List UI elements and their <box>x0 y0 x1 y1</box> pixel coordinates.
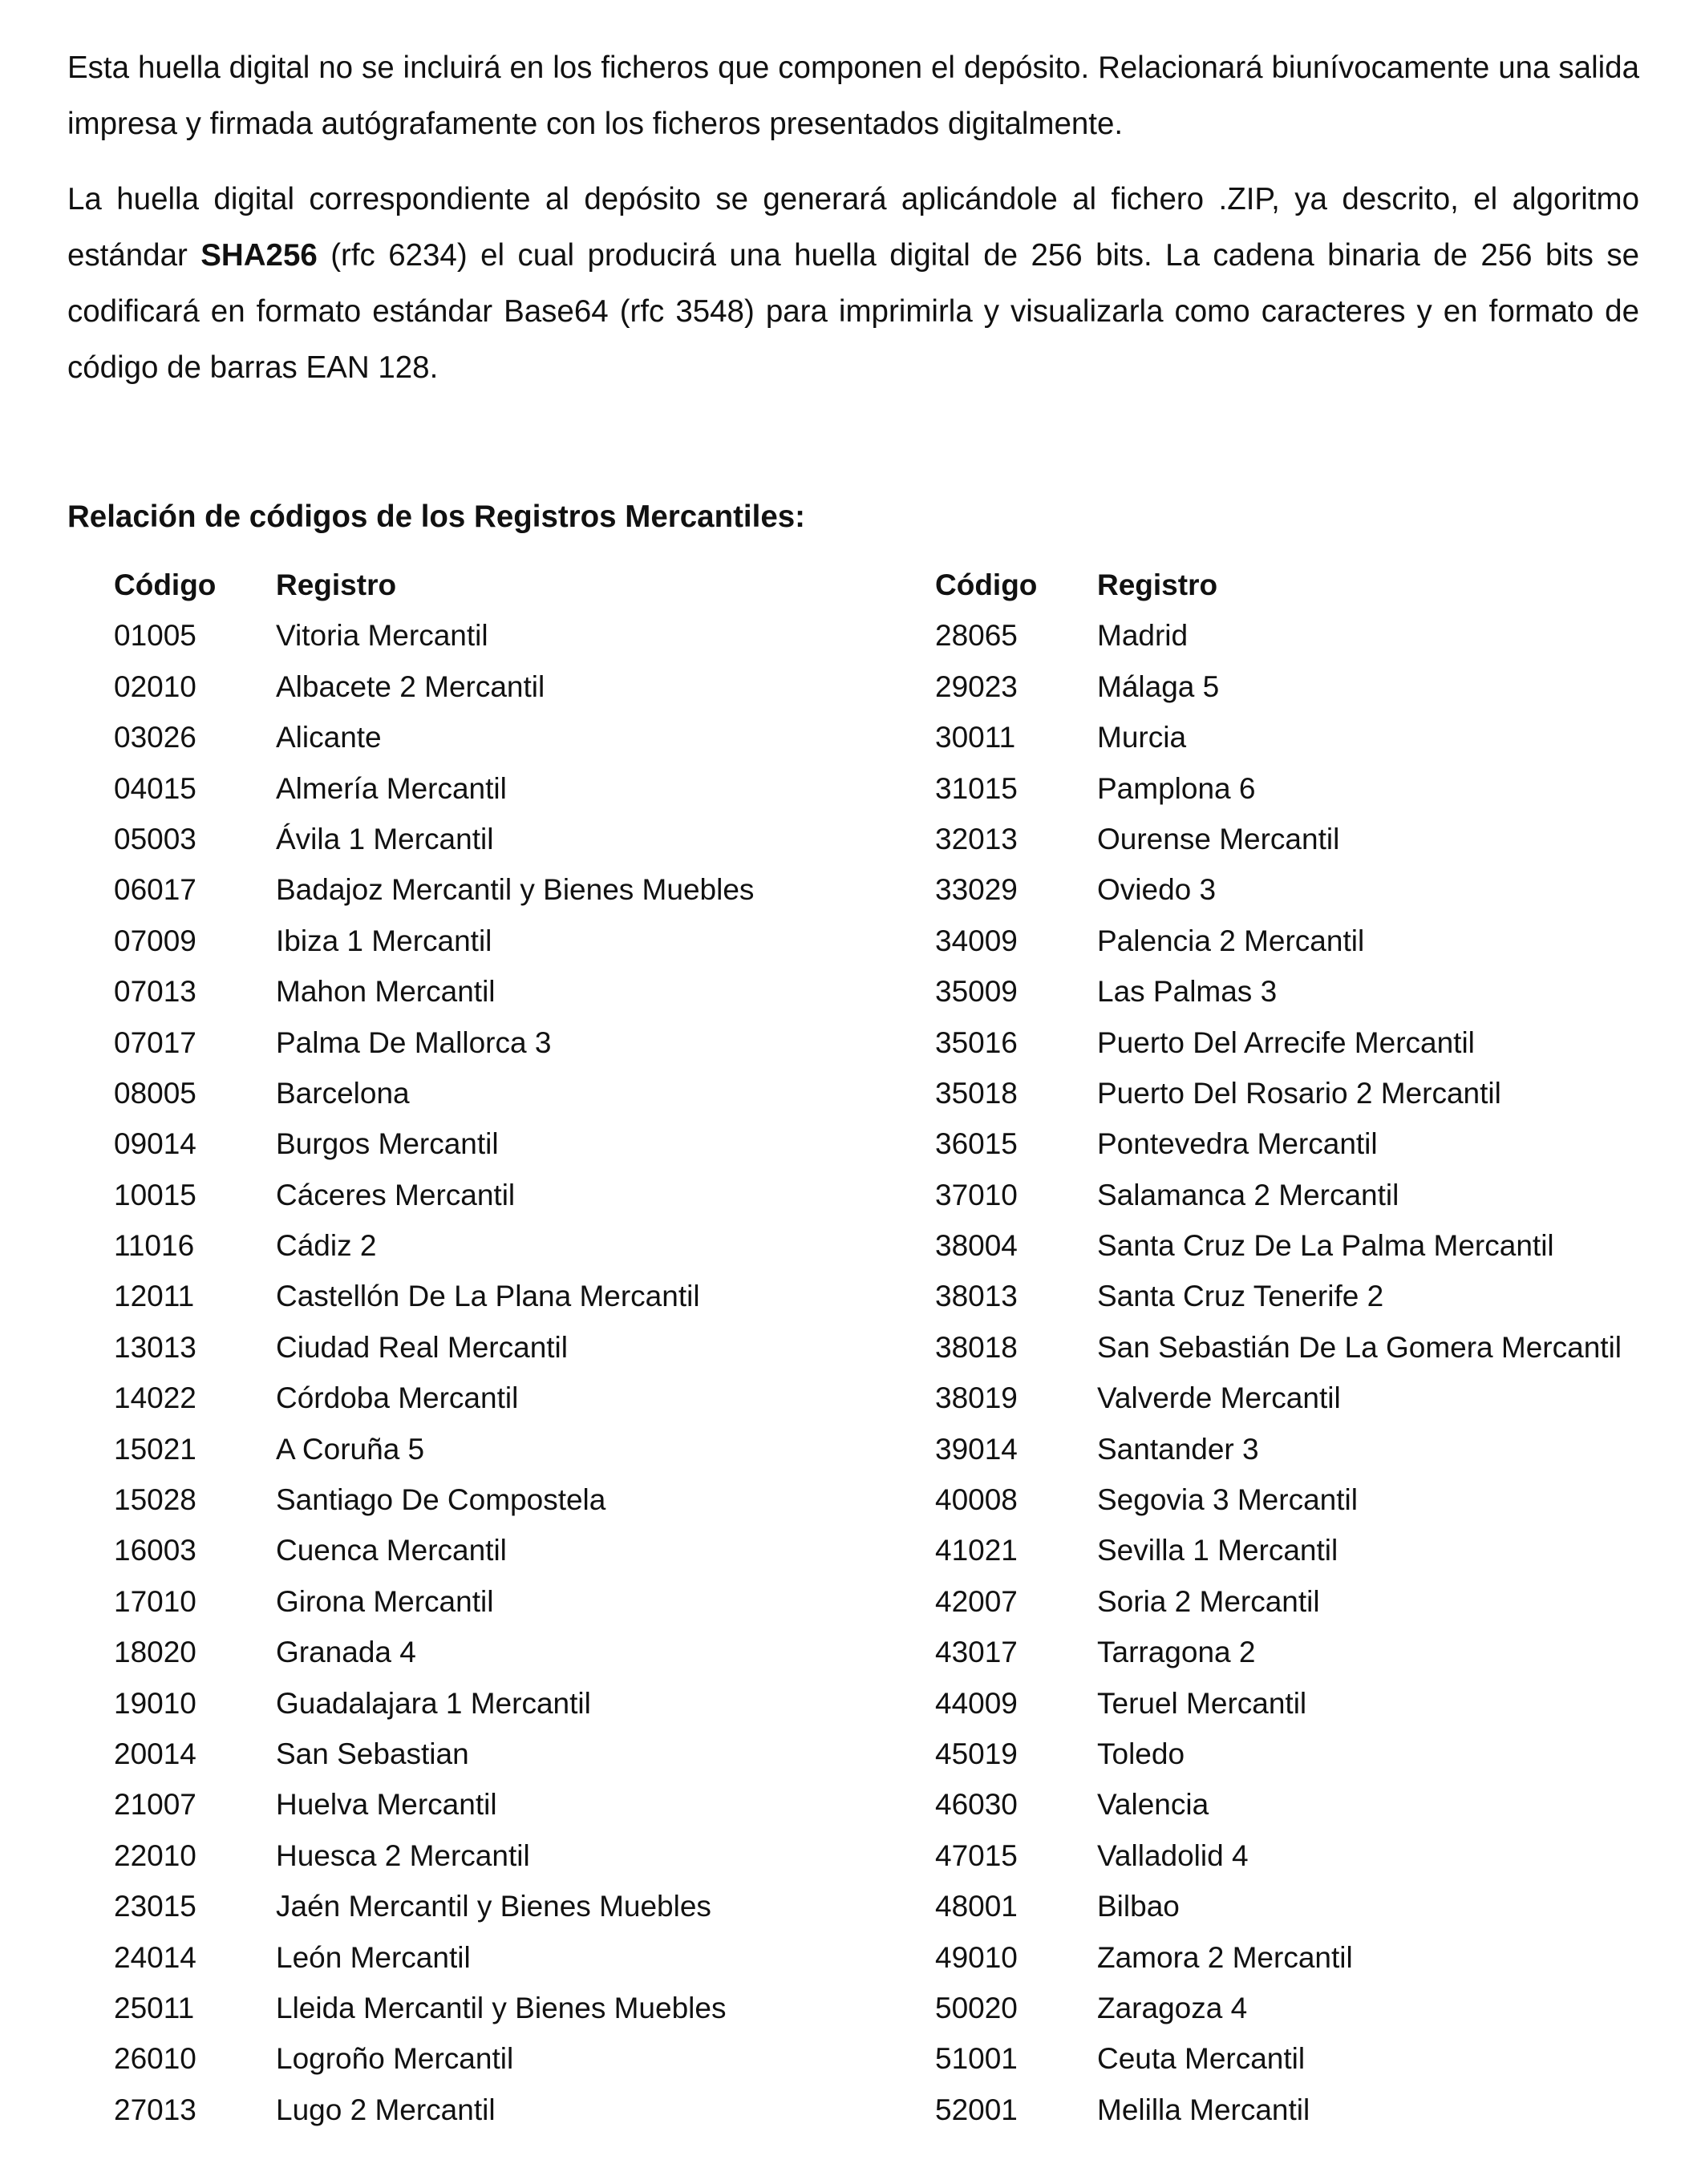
registry-name: Guadalajara 1 Mercantil <box>276 1686 591 1720</box>
registry-name: Valencia <box>1097 1788 1209 1822</box>
column-header-code: Código <box>935 568 1038 601</box>
registry-name: San Sebastián De La Gomera Mercantil <box>1097 1330 1622 1364</box>
registry-name: Sevilla 1 Mercantil <box>1097 1534 1338 1567</box>
intro-paragraph-1 <box>67 40 1639 152</box>
registry-code: 15028 <box>114 1483 196 1517</box>
registry-code: 38018 <box>935 1330 1018 1364</box>
registry-name: Santiago De Compostela <box>276 1483 606 1517</box>
registry-code: 04015 <box>114 771 196 805</box>
registry-name: Santander 3 <box>1097 1432 1259 1466</box>
registry-code: 25011 <box>114 1991 195 2024</box>
registry-code: 26010 <box>114 2042 196 2076</box>
registry-code: 02010 <box>114 669 196 703</box>
registry-code: 19010 <box>114 1686 196 1720</box>
registry-name: Badajoz Mercantil y Bienes Muebles <box>276 873 755 907</box>
registry-name: Vitoria Mercantil <box>276 619 488 653</box>
registry-name: Valverde Mercantil <box>1097 1381 1341 1415</box>
registry-code: 27013 <box>114 2093 196 2126</box>
registry-name: Lugo 2 Mercantil <box>276 2093 496 2126</box>
section-heading: Relación de códigos de los Registros Mercantiles: <box>67 499 805 534</box>
registry-name: Huesca 2 Mercantil <box>276 1838 530 1872</box>
registry-name: Jaén Mercantil y Bienes Muebles <box>276 1890 711 1923</box>
registry-code: 38004 <box>935 1229 1018 1263</box>
registry-code: 38019 <box>935 1381 1018 1415</box>
registry-code: 15021 <box>114 1432 196 1466</box>
registry-code: 43017 <box>935 1636 1018 1669</box>
registry-code: 49010 <box>935 1940 1018 1974</box>
registry-name: Burgos Mercantil <box>276 1127 499 1161</box>
registry-code: 07009 <box>114 924 196 957</box>
registry-code: 07013 <box>114 975 196 1009</box>
registry-code: 03026 <box>114 721 196 754</box>
registry-name: Ciudad Real Mercantil <box>276 1330 569 1364</box>
registry-code: 39014 <box>935 1432 1018 1466</box>
registry-code: 07017 <box>114 1025 196 1059</box>
registry-name: Cádiz 2 <box>276 1229 377 1263</box>
registry-code: 35016 <box>935 1025 1018 1059</box>
registry-name: Tarragona 2 <box>1097 1636 1256 1669</box>
registry-code: 31015 <box>935 771 1018 805</box>
registry-code: 11016 <box>114 1229 195 1263</box>
registry-name: Melilla Mercantil <box>1097 2093 1310 2126</box>
registry-name: Zaragoza 4 <box>1097 1991 1248 2024</box>
registry-name: Logroño Mercantil <box>276 2042 514 2076</box>
registry-name: Toledo <box>1097 1737 1185 1770</box>
column-header-code: Código <box>114 568 217 601</box>
registry-name: Bilbao <box>1097 1890 1180 1923</box>
registry-code: 41021 <box>935 1534 1018 1567</box>
registry-code: 50020 <box>935 1991 1018 2024</box>
intro-paragraph-2-text-end: (rfc 6234) el cual producirá una huella digital de 256 bits. La cadena binaria de 256 bits se codificará en formato estándar Base64 (rfc 3548) para imprimirla y visualizarla como caracteres y en formato de código de barras EAN 128. <box>67 238 1639 385</box>
registry-name: Córdoba Mercantil <box>276 1381 519 1415</box>
registry-name: Girona Mercantil <box>276 1584 494 1618</box>
registry-code: 44009 <box>935 1686 1018 1720</box>
registry-code: 24014 <box>114 1940 196 1974</box>
column-header-name: Registro <box>1097 568 1218 601</box>
registry-name: Zamora 2 Mercantil <box>1097 1940 1353 1974</box>
registry-name: Ávila 1 Mercantil <box>276 822 494 855</box>
registry-code: 36015 <box>935 1127 1018 1161</box>
registry-code: 18020 <box>114 1636 196 1669</box>
registry-name: Huelva Mercantil <box>276 1788 497 1822</box>
registry-name: Palencia 2 Mercantil <box>1097 924 1365 957</box>
registry-code: 20014 <box>114 1737 196 1770</box>
intro-paragraph-1-text: Esta huella digital no se incluirá en los ficheros que componen el depósito. Relacionará biunívocamente una salida impresa y firmada autógrafamente con los ficheros presentados digitalmente. <box>67 51 1639 141</box>
registry-name: Alicante <box>276 721 382 754</box>
registry-code: 37010 <box>935 1178 1018 1211</box>
registry-code: 06017 <box>114 873 196 907</box>
registry-code: 29023 <box>935 669 1018 703</box>
registry-code: 16003 <box>114 1534 196 1567</box>
registry-name: Albacete 2 Mercantil <box>276 669 545 703</box>
registry-name: Madrid <box>1097 619 1189 653</box>
registry-code: 35018 <box>935 1076 1018 1110</box>
registry-code: 23015 <box>114 1890 196 1923</box>
registry-code: 52001 <box>935 2093 1018 2126</box>
registry-name: Ourense Mercantil <box>1097 822 1340 855</box>
registry-code: 08005 <box>114 1076 196 1110</box>
registry-name: Salamanca 2 Mercantil <box>1097 1178 1399 1211</box>
registry-code: 38013 <box>935 1280 1018 1313</box>
registry-code: 17010 <box>114 1584 196 1618</box>
registry-name: León Mercantil <box>276 1940 471 1974</box>
registry-code: 46030 <box>935 1788 1018 1822</box>
registry-name: San Sebastian <box>276 1737 469 1770</box>
registry-name: Málaga 5 <box>1097 669 1220 703</box>
registry-code: 42007 <box>935 1584 1018 1618</box>
registry-name: Pamplona 6 <box>1097 771 1256 805</box>
registry-name: Soria 2 Mercantil <box>1097 1584 1320 1618</box>
registry-name: Ibiza 1 Mercantil <box>276 924 492 957</box>
registry-code: 13013 <box>114 1330 196 1364</box>
column-header-name: Registro <box>276 568 397 601</box>
registry-name: Teruel Mercantil <box>1097 1686 1307 1720</box>
registry-name: Las Palmas 3 <box>1097 975 1278 1009</box>
intro-paragraph-2 <box>67 172 1639 396</box>
registry-code: 51001 <box>935 2042 1018 2076</box>
registry-name: Cuenca Mercantil <box>276 1534 507 1567</box>
registry-name: Murcia <box>1097 721 1187 754</box>
registry-name: Palma De Mallorca 3 <box>276 1025 552 1059</box>
registry-name: Puerto Del Arrecife Mercantil <box>1097 1025 1475 1059</box>
registry-name: Santa Cruz De La Palma Mercantil <box>1097 1229 1554 1263</box>
registry-code: 32013 <box>935 822 1018 855</box>
registry-name: Pontevedra Mercantil <box>1097 1127 1378 1161</box>
registry-code: 33029 <box>935 873 1018 907</box>
registry-code: 09014 <box>114 1127 196 1161</box>
registry-name: Almería Mercantil <box>276 771 507 805</box>
registry-name: A Coruña 5 <box>276 1432 425 1466</box>
registry-code: 35009 <box>935 975 1018 1009</box>
registry-code: 45019 <box>935 1737 1018 1770</box>
registry-name: Lleida Mercantil y Bienes Muebles <box>276 1991 727 2024</box>
registry-code: 47015 <box>935 1838 1018 1872</box>
registry-name: Santa Cruz Tenerife 2 <box>1097 1280 1384 1313</box>
registry-code: 22010 <box>114 1838 196 1872</box>
registry-name: Castellón De La Plana Mercantil <box>276 1280 700 1313</box>
document-page <box>67 40 1639 2152</box>
registry-code: 40008 <box>935 1483 1018 1517</box>
registry-name: Segovia 3 Mercantil <box>1097 1483 1358 1517</box>
registry-code: 01005 <box>114 619 196 653</box>
registry-name: Puerto Del Rosario 2 Mercantil <box>1097 1076 1501 1110</box>
registry-code: 10015 <box>114 1178 196 1211</box>
registry-name: Granada 4 <box>276 1636 416 1669</box>
registry-code-table <box>67 564 1639 2152</box>
registry-name: Oviedo 3 <box>1097 873 1217 907</box>
registry-code: 30011 <box>935 721 1016 754</box>
intro-paragraph-2-text-start: La huella digital correspondiente al depósito se generará aplicándole al fichero .ZIP, ya descrito, el algoritmo estándar <box>67 182 1639 273</box>
registry-code: 21007 <box>114 1788 196 1822</box>
registry-name: Valladolid 4 <box>1097 1838 1249 1872</box>
registry-code: 05003 <box>114 822 196 855</box>
registry-name: Cáceres Mercantil <box>276 1178 516 1211</box>
registry-name: Ceuta Mercantil <box>1097 2042 1306 2076</box>
registry-code: 14022 <box>114 1381 196 1415</box>
registry-code: 12011 <box>114 1280 195 1313</box>
registry-name: Barcelona <box>276 1076 410 1110</box>
registry-code: 34009 <box>935 924 1018 957</box>
algorithm-name: SHA256 <box>200 238 318 273</box>
registry-code: 48001 <box>935 1890 1018 1923</box>
registry-name: Mahon Mercantil <box>276 975 496 1009</box>
registry-code: 28065 <box>935 619 1018 653</box>
